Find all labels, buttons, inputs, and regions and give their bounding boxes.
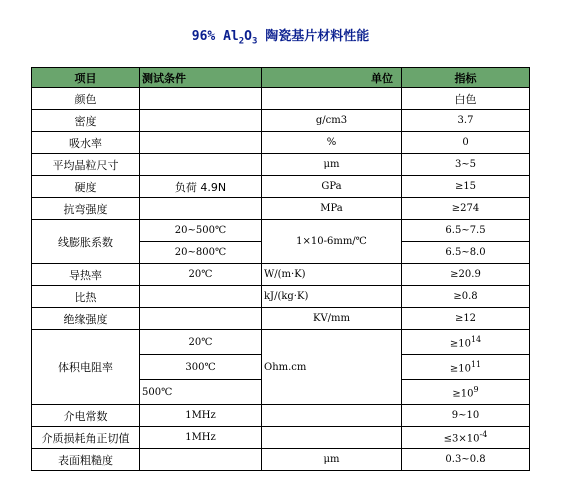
value-base: ≤3×10 — [443, 433, 480, 445]
item-cell: 绝缘强度 — [32, 308, 140, 330]
condition-cell — [140, 198, 262, 220]
unit-cell: 1×10-6mm/℃ — [262, 220, 402, 264]
item-cell: 颜色 — [32, 88, 140, 110]
item-cell: 平均晶粒尺寸 — [32, 154, 140, 176]
title-suffix: 陶瓷基片材料性能 — [257, 29, 370, 44]
item-cell: 比热 — [32, 286, 140, 308]
title-subscript-3: 3 — [251, 36, 258, 47]
value-cell: 6.5~8.0 — [402, 242, 530, 264]
unit-cell: g/cm3 — [262, 110, 402, 132]
unit-cell: kJ/(kg·K) — [262, 286, 402, 308]
condition-cell — [140, 88, 262, 110]
table-row — [32, 88, 530, 110]
unit-cell: Ohm.cm — [262, 330, 402, 405]
condition-cell — [140, 449, 262, 471]
item-cell: 介质损耗角正切值 — [32, 427, 140, 449]
title-prefix: 96% Al — [191, 29, 239, 44]
item-cell: 体积电阻率 — [32, 330, 140, 405]
header-condition: 测试条件 — [140, 68, 262, 88]
value-cell: ≥274 — [402, 198, 530, 220]
unit-cell — [262, 405, 402, 427]
table-row — [32, 132, 530, 154]
unit-cell: GPa — [262, 176, 402, 198]
condition-cell — [140, 286, 262, 308]
item-cell: 硬度 — [32, 176, 140, 198]
table-row — [32, 427, 530, 449]
condition-cell: 20~800℃ — [140, 242, 262, 264]
item-cell: 导热率 — [32, 264, 140, 286]
condition-cell: 20~500℃ — [140, 220, 262, 242]
table-row — [32, 110, 530, 132]
unit-cell: % — [262, 132, 402, 154]
condition-cell: 20℃ — [140, 264, 262, 286]
condition-cell: 20℃ — [140, 330, 262, 355]
value-cell: 9~10 — [402, 405, 530, 427]
value-exponent: 11 — [470, 359, 482, 369]
condition-cell — [140, 132, 262, 154]
table-row — [32, 449, 530, 471]
value-cell: ≥0.8 — [402, 286, 530, 308]
unit-cell: KV/mm — [262, 308, 402, 330]
unit-cell: μm — [262, 154, 402, 176]
header-item: 项目 — [32, 68, 140, 88]
unit-cell: μm — [262, 449, 402, 471]
item-cell: 抗弯强度 — [32, 198, 140, 220]
value-base: ≥10 — [449, 363, 471, 375]
condition-cell: 1MHz — [140, 427, 262, 449]
value-cell: 0.3~0.8 — [402, 449, 530, 471]
value-cell: 3.7 — [402, 110, 530, 132]
table-row — [32, 264, 530, 286]
condition-cell: 300℃ — [140, 355, 262, 380]
condition-cell — [140, 110, 262, 132]
condition-cell: 负荷 4.9N — [140, 176, 262, 198]
table-row — [32, 308, 530, 330]
item-cell: 介电常数 — [32, 405, 140, 427]
page-title — [0, 25, 561, 47]
value-cell: ≥12 — [402, 308, 530, 330]
unit-cell: MPa — [262, 198, 402, 220]
value-cell: 0 — [402, 132, 530, 154]
value-base: ≥10 — [449, 338, 471, 350]
value-cell: 6.5~7.5 — [402, 220, 530, 242]
title-subscript-2: 2 — [238, 36, 245, 47]
table-row — [32, 176, 530, 198]
item-cell: 密度 — [32, 110, 140, 132]
value-cell: ≥15 — [402, 176, 530, 198]
item-cell: 线膨胀系数 — [32, 220, 140, 264]
table-row — [32, 220, 530, 242]
value-cell: ≥20.9 — [402, 264, 530, 286]
condition-cell: 1MHz — [140, 405, 262, 427]
unit-cell — [262, 427, 402, 449]
value-cell — [402, 427, 530, 449]
condition-cell: 500℃ — [140, 380, 262, 405]
unit-cell: W/(m·K) — [262, 264, 402, 286]
value-cell — [402, 330, 530, 355]
table-row — [32, 154, 530, 176]
value-base: ≥10 — [452, 388, 474, 400]
table-row — [32, 330, 530, 355]
table-row — [32, 198, 530, 220]
table-header-row — [32, 68, 530, 88]
item-cell: 表面粗糙度 — [32, 449, 140, 471]
value-exponent: 14 — [470, 334, 482, 344]
item-cell: 吸水率 — [32, 132, 140, 154]
title-oxygen: O — [244, 29, 252, 44]
condition-cell — [140, 308, 262, 330]
value-cell — [402, 380, 530, 405]
table-row — [32, 286, 530, 308]
value-cell: 白色 — [402, 88, 530, 110]
unit-cell — [262, 88, 402, 110]
condition-cell — [140, 154, 262, 176]
value-cell: 3~5 — [402, 154, 530, 176]
properties-table — [31, 67, 530, 471]
value-exponent: 9 — [473, 384, 479, 394]
header-value: 指标 — [402, 68, 530, 88]
table-row — [32, 405, 530, 427]
header-unit: 单位 — [262, 68, 402, 88]
value-cell — [402, 355, 530, 380]
value-exponent: -4 — [479, 430, 488, 440]
